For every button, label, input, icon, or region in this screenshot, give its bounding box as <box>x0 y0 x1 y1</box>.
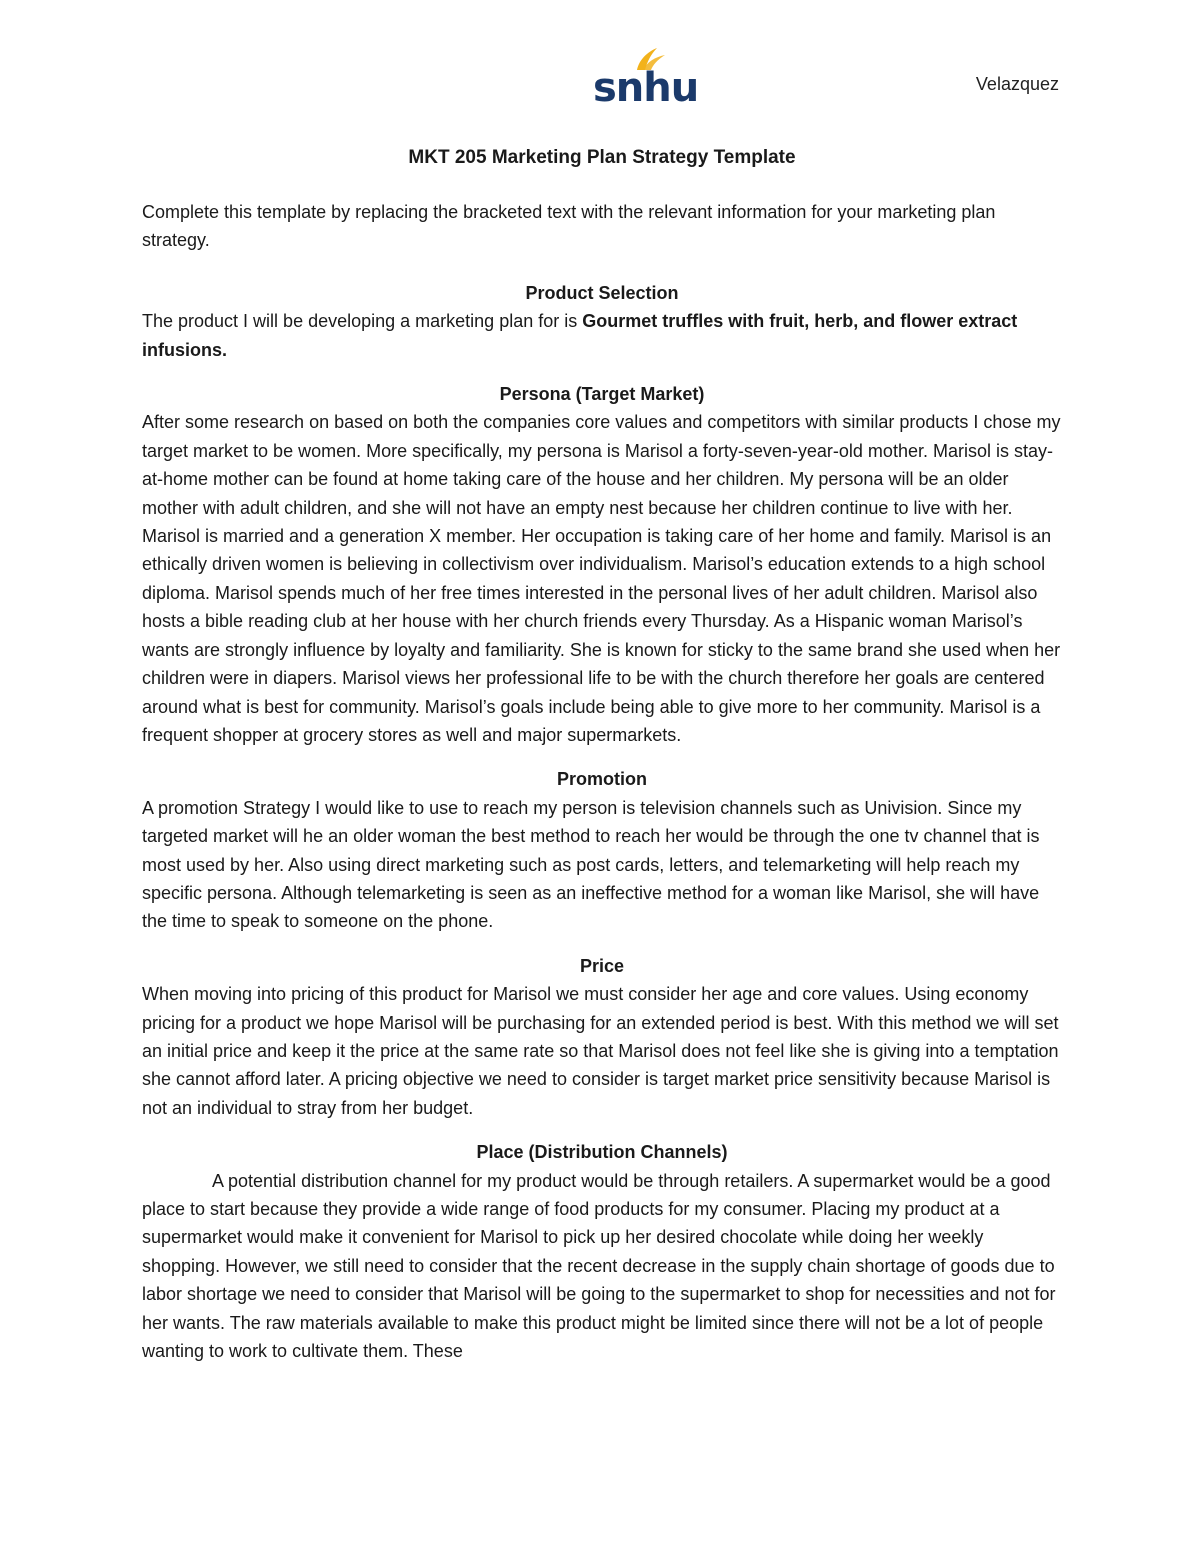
snhu-logo <box>593 44 699 114</box>
section-text-product-selection <box>142 307 1062 364</box>
document-body <box>142 144 1062 1365</box>
section-heading-promotion: Promotion <box>557 769 647 790</box>
section-text-place: A potential distribution channel for my product would be through retailers. A supermarket would be a good place to start because they provide a wide range of food products for my consumer. Placing my product at a supermarket would make it convenient for Marisol to pick up her desired chocolate while doing her weekly shopping. However, we still need to consider that the recent decrease in the supply chain shortage of goods due to labor shortage we need to consider that Marisol will be going to the supermarket to shop for necessities and not for her wants. The raw materials available to make this product might be limited since there will not be a lot of people wanting to work to cultivate them. These <box>142 1170 1056 1362</box>
intro-paragraph: Complete this template by replacing the bracketed text with the relevant information for your marketing plan strategy. <box>142 202 996 251</box>
section-heading-place: Place (Distribution Channels) <box>476 1142 728 1163</box>
section-text-persona: After some research on based on both the companies core values and competitors with similar products I chose my target market to be women. More specifically, my persona is Marisol a forty-seven-year-old mother. Marisol is stay-at-home mother can be found at home taking care of the house and her children. My persona will be an older mother with adult children, and she will not have an empty nest because her children continue to live with her. Marisol is married and a generation X member. Her occupation is taking care of her home and family. Marisol is an ethically driven women is believing in collectivism over individualism. Marisol’s education extends to a high school diploma. Marisol spends much of her free times interested in the personal lives of her adult children. Marisol also hosts a bible reading club at her house with her church friends every Thursday. As a Hispanic woman Marisol’s wants are strongly influence by loyalty and familiarity. She is known for sticky to the same brand she used when her children were in diapers. Marisol views her professional life to be with the church therefore her goals are centered around what is best for community. Marisol’s goals include being able to give more to her community. Marisol is a frequent shopper at grocery stores as well and major supermarkets. <box>142 412 1061 745</box>
section-heading-price: Price <box>579 955 625 976</box>
section-heading-persona: Persona (Target Market) <box>499 384 705 405</box>
logo-text: snhu <box>593 65 699 111</box>
author-name: Velazquez <box>975 74 1059 94</box>
section-heading-product-selection: Product Selection <box>525 282 679 303</box>
section-text-price: When moving into pricing of this product for Marisol we must consider her age and core values. Using economy pricing for a product we hope Marisol will be purchasing for an extended period is best. With this method we will set an initial price and keep it the price at the same rate so that Marisol does not feel like she is giving into a temptation she cannot afford later. A pricing objective we need to consider is target market price sensitivity because Marisol is not an individual to stray from her budget. <box>142 984 1059 1118</box>
section-text-promotion: A promotion Strategy I would like to use to reach my person is television channels such as Univision. Since my targeted market will he an older woman the best method to reach her would be through the one tv channel that is most used by her. Also using direct marketing such as post cards, letters, and telemarketing will help reach my specific persona. Although telemarketing is seen as an ineffective method for a woman like Marisol, she will have the time to speak to someone on the phone. <box>142 797 1040 932</box>
document-title: MKT 205 Marketing Plan Strategy Template <box>408 147 796 168</box>
product-name-bold: Gourmet truffles with fruit, herb, and flower extract infusions. <box>142 311 1018 360</box>
product-lead-text: The product I will be developing a marketing plan for is <box>142 311 583 332</box>
